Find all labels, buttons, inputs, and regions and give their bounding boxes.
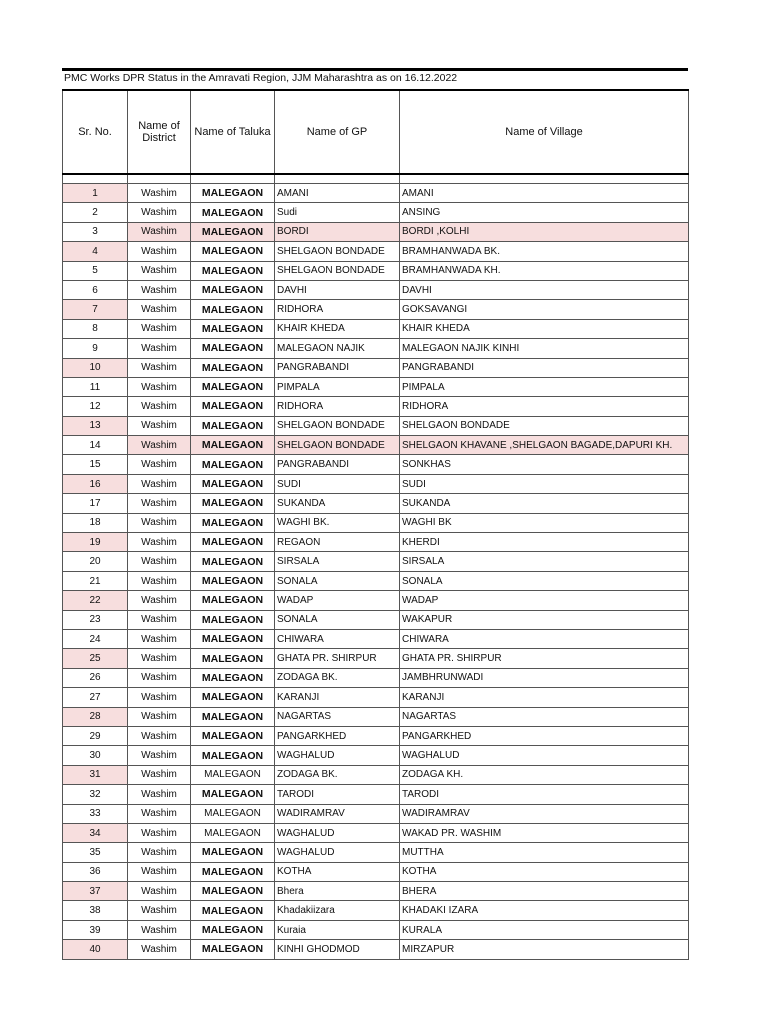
cell-taluka: MALEGAON [191, 843, 275, 862]
table-row [63, 668, 689, 687]
cell-gp: SONALA [275, 571, 400, 590]
cell-sr-no: 23 [63, 610, 128, 629]
cell-district: Washim [128, 455, 191, 474]
cell-district: Washim [128, 823, 191, 842]
cell-district: Washim [128, 571, 191, 590]
cell-sr-no: 5 [63, 261, 128, 280]
cell-gp: SIRSALA [275, 552, 400, 571]
cell-taluka: MALEGAON [191, 707, 275, 726]
document-page [62, 68, 688, 960]
cell-gp: PANGARKHED [275, 726, 400, 745]
cell-district: Washim [128, 726, 191, 745]
cell-sr-no: 25 [63, 649, 128, 668]
cell-sr-no: 26 [63, 668, 128, 687]
table-row [63, 339, 689, 358]
cell-district: Washim [128, 785, 191, 804]
cell-taluka: MALEGAON [191, 940, 275, 959]
table-row [63, 184, 689, 203]
table-row [63, 377, 689, 396]
table-row [63, 222, 689, 241]
cell-gp: WADIRAMRAV [275, 804, 400, 823]
table-row [63, 513, 689, 532]
cell-sr-no: 4 [63, 242, 128, 261]
dpr-status-table [62, 89, 689, 960]
cell-district: Washim [128, 300, 191, 319]
table-row [63, 862, 689, 881]
column-header-district-label: Name of District [138, 120, 180, 144]
cell-taluka: MALEGAON [191, 785, 275, 804]
table-body [63, 174, 689, 959]
cell-village: NAGARTAS [400, 707, 689, 726]
table-row [63, 940, 689, 959]
cell-gp: NAGARTAS [275, 707, 400, 726]
cell-gp: WAGHALUD [275, 746, 400, 765]
cell-taluka: MALEGAON [191, 184, 275, 203]
cell-sr-no: 10 [63, 358, 128, 377]
cell-taluka: MALEGAON [191, 823, 275, 842]
cell-taluka: MALEGAON [191, 416, 275, 435]
cell-taluka: MALEGAON [191, 668, 275, 687]
cell-taluka: MALEGAON [191, 358, 275, 377]
cell-taluka: MALEGAON [191, 436, 275, 455]
cell-village: CHIWARA [400, 629, 689, 648]
cell-district: Washim [128, 688, 191, 707]
table-row [63, 629, 689, 648]
cell-district: Washim [128, 339, 191, 358]
cell-gp: BORDI [275, 222, 400, 241]
cell-sr-no: 13 [63, 416, 128, 435]
cell-village: JAMBHRUNWADI [400, 668, 689, 687]
cell-village: AMANI [400, 184, 689, 203]
cell-gp: WAGHALUD [275, 843, 400, 862]
cell-village: KHERDI [400, 533, 689, 552]
column-header-taluka: Name of Taluka [191, 90, 275, 174]
cell-district: Washim [128, 862, 191, 881]
cell-gp: KHAIR KHEDA [275, 319, 400, 338]
cell-gp: PIMPALA [275, 377, 400, 396]
cell-gp: PANGRABANDI [275, 358, 400, 377]
cell-sr-no: 24 [63, 629, 128, 648]
cell-taluka: MALEGAON [191, 610, 275, 629]
cell-village: BHERA [400, 882, 689, 901]
cell-village: WAGHALUD [400, 746, 689, 765]
cell-district: Washim [128, 746, 191, 765]
cell-gp: KARANJI [275, 688, 400, 707]
cell-village: KARANJI [400, 688, 689, 707]
cell-gp: WAGHI BK. [275, 513, 400, 532]
table-row [63, 319, 689, 338]
table-row [63, 436, 689, 455]
cell-taluka: MALEGAON [191, 804, 275, 823]
table-row [63, 920, 689, 939]
table-row [63, 746, 689, 765]
cell-village: SONKHAS [400, 455, 689, 474]
table-row [63, 649, 689, 668]
table-row [63, 280, 689, 299]
cell-taluka: MALEGAON [191, 377, 275, 396]
cell-village: WAKAPUR [400, 610, 689, 629]
cell-taluka: MALEGAON [191, 552, 275, 571]
cell-sr-no: 30 [63, 746, 128, 765]
cell-district: Washim [128, 765, 191, 784]
table-row [63, 901, 689, 920]
cell-sr-no: 17 [63, 494, 128, 513]
table-row [63, 533, 689, 552]
cell-taluka: MALEGAON [191, 746, 275, 765]
cell-taluka: MALEGAON [191, 726, 275, 745]
cell-village: SUKANDA [400, 494, 689, 513]
table-row [63, 494, 689, 513]
table-row [63, 242, 689, 261]
cell-village: KHAIR KHEDA [400, 319, 689, 338]
cell-village: SUDI [400, 474, 689, 493]
table-row [63, 765, 689, 784]
cell-taluka: MALEGAON [191, 242, 275, 261]
table-row [63, 726, 689, 745]
cell-district: Washim [128, 707, 191, 726]
table-row [63, 552, 689, 571]
cell-district: Washim [128, 843, 191, 862]
cell-district: Washim [128, 513, 191, 532]
cell-gp: DAVHI [275, 280, 400, 299]
cell-gp: WADAP [275, 591, 400, 610]
cell-district: Washim [128, 261, 191, 280]
cell-gp: SHELGAON BONDADE [275, 436, 400, 455]
cell-district: Washim [128, 629, 191, 648]
table-row [63, 804, 689, 823]
column-header-district [128, 90, 191, 174]
cell-district: Washim [128, 940, 191, 959]
spacer-row [63, 174, 689, 184]
cell-sr-no: 34 [63, 823, 128, 842]
cell-district: Washim [128, 242, 191, 261]
cell-sr-no: 38 [63, 901, 128, 920]
cell-taluka: MALEGAON [191, 862, 275, 881]
cell-sr-no: 33 [63, 804, 128, 823]
cell-district: Washim [128, 436, 191, 455]
cell-taluka: MALEGAON [191, 261, 275, 280]
cell-district: Washim [128, 649, 191, 668]
table-row [63, 300, 689, 319]
table-row [63, 397, 689, 416]
cell-sr-no: 29 [63, 726, 128, 745]
cell-sr-no: 12 [63, 397, 128, 416]
cell-sr-no: 22 [63, 591, 128, 610]
cell-gp: TARODI [275, 785, 400, 804]
cell-village: PANGARKHED [400, 726, 689, 745]
cell-district: Washim [128, 377, 191, 396]
cell-village: SHELGAON KHAVANE ,SHELGAON BAGADE,DAPURI KH. [400, 436, 689, 455]
cell-district: Washim [128, 552, 191, 571]
cell-village: GHATA PR. SHIRPUR [400, 649, 689, 668]
cell-village: TARODI [400, 785, 689, 804]
cell-taluka: MALEGAON [191, 300, 275, 319]
cell-gp: AMANI [275, 184, 400, 203]
cell-district: Washim [128, 494, 191, 513]
cell-gp: KOTHA [275, 862, 400, 881]
cell-village: SHELGAON BONDADE [400, 416, 689, 435]
cell-sr-no: 35 [63, 843, 128, 862]
table-row [63, 571, 689, 590]
cell-district: Washim [128, 474, 191, 493]
cell-gp: SUKANDA [275, 494, 400, 513]
cell-gp: SUDI [275, 474, 400, 493]
cell-sr-no: 18 [63, 513, 128, 532]
cell-gp: RIDHORA [275, 300, 400, 319]
cell-sr-no: 32 [63, 785, 128, 804]
cell-sr-no: 19 [63, 533, 128, 552]
cell-taluka: MALEGAON [191, 339, 275, 358]
table-row [63, 882, 689, 901]
cell-sr-no: 11 [63, 377, 128, 396]
table-row [63, 455, 689, 474]
cell-taluka: MALEGAON [191, 280, 275, 299]
cell-taluka: MALEGAON [191, 319, 275, 338]
cell-taluka: MALEGAON [191, 688, 275, 707]
cell-sr-no: 8 [63, 319, 128, 338]
cell-gp: Sudi [275, 203, 400, 222]
cell-district: Washim [128, 397, 191, 416]
cell-district: Washim [128, 882, 191, 901]
cell-village: KHADAKI IZARA [400, 901, 689, 920]
cell-village: WADAP [400, 591, 689, 610]
cell-district: Washim [128, 222, 191, 241]
cell-sr-no: 9 [63, 339, 128, 358]
cell-district: Washim [128, 203, 191, 222]
cell-village: KOTHA [400, 862, 689, 881]
table-row [63, 261, 689, 280]
cell-sr-no: 37 [63, 882, 128, 901]
cell-taluka: MALEGAON [191, 513, 275, 532]
cell-village: BRAMHANWADA BK. [400, 242, 689, 261]
cell-gp: SHELGAON BONDADE [275, 242, 400, 261]
table-row [63, 474, 689, 493]
cell-district: Washim [128, 358, 191, 377]
cell-district: Washim [128, 184, 191, 203]
cell-gp: ZODAGA BK. [275, 668, 400, 687]
cell-sr-no: 28 [63, 707, 128, 726]
cell-village: WADIRAMRAV [400, 804, 689, 823]
cell-taluka: MALEGAON [191, 882, 275, 901]
cell-sr-no: 31 [63, 765, 128, 784]
cell-sr-no: 16 [63, 474, 128, 493]
cell-sr-no: 20 [63, 552, 128, 571]
cell-gp: Kuraia [275, 920, 400, 939]
cell-gp: GHATA PR. SHIRPUR [275, 649, 400, 668]
cell-gp: SHELGAON BONDADE [275, 261, 400, 280]
cell-gp: REGAON [275, 533, 400, 552]
column-header-sr-no: Sr. No. [63, 90, 128, 174]
cell-village: SONALA [400, 571, 689, 590]
cell-sr-no: 36 [63, 862, 128, 881]
cell-district: Washim [128, 280, 191, 299]
table-header-row [63, 90, 689, 174]
cell-district: Washim [128, 610, 191, 629]
cell-sr-no: 39 [63, 920, 128, 939]
cell-gp: Khadakiizara [275, 901, 400, 920]
document-title: PMC Works DPR Status in the Amravati Region, JJM Maharashtra as on 16.12.2022 [62, 68, 688, 89]
cell-district: Washim [128, 901, 191, 920]
cell-taluka: MALEGAON [191, 765, 275, 784]
cell-sr-no: 2 [63, 203, 128, 222]
cell-taluka: MALEGAON [191, 397, 275, 416]
cell-taluka: MALEGAON [191, 571, 275, 590]
cell-village: KURALA [400, 920, 689, 939]
cell-gp: WAGHALUD [275, 823, 400, 842]
cell-gp: Bhera [275, 882, 400, 901]
cell-village: PIMPALA [400, 377, 689, 396]
cell-village: MUTTHA [400, 843, 689, 862]
cell-gp: KINHI GHODMOD [275, 940, 400, 959]
cell-sr-no: 3 [63, 222, 128, 241]
table-row [63, 203, 689, 222]
table-row [63, 843, 689, 862]
cell-sr-no: 7 [63, 300, 128, 319]
cell-taluka: MALEGAON [191, 591, 275, 610]
cell-gp: MALEGAON NAJIK [275, 339, 400, 358]
cell-gp: PANGRABANDI [275, 455, 400, 474]
cell-sr-no: 15 [63, 455, 128, 474]
cell-district: Washim [128, 920, 191, 939]
table-row [63, 591, 689, 610]
cell-village: BRAMHANWADA KH. [400, 261, 689, 280]
cell-gp: SHELGAON BONDADE [275, 416, 400, 435]
cell-village: WAGHI BK [400, 513, 689, 532]
cell-sr-no: 1 [63, 184, 128, 203]
cell-taluka: MALEGAON [191, 920, 275, 939]
cell-taluka: MALEGAON [191, 474, 275, 493]
cell-sr-no: 14 [63, 436, 128, 455]
cell-taluka: MALEGAON [191, 901, 275, 920]
table-row [63, 707, 689, 726]
cell-sr-no: 6 [63, 280, 128, 299]
cell-taluka: MALEGAON [191, 455, 275, 474]
cell-village: WAKAD PR. WASHIM [400, 823, 689, 842]
column-header-village: Name of Village [400, 90, 689, 174]
cell-village: DAVHI [400, 280, 689, 299]
cell-district: Washim [128, 591, 191, 610]
cell-gp: ZODAGA BK. [275, 765, 400, 784]
cell-taluka: MALEGAON [191, 222, 275, 241]
cell-village: MALEGAON NAJIK KINHI [400, 339, 689, 358]
cell-village: GOKSAVANGI [400, 300, 689, 319]
cell-village: PANGRABANDI [400, 358, 689, 377]
cell-taluka: MALEGAON [191, 203, 275, 222]
cell-taluka: MALEGAON [191, 649, 275, 668]
table-row [63, 358, 689, 377]
cell-village: ANSING [400, 203, 689, 222]
table-row [63, 610, 689, 629]
table-row [63, 416, 689, 435]
column-header-gp: Name of GP [275, 90, 400, 174]
cell-sr-no: 21 [63, 571, 128, 590]
cell-district: Washim [128, 804, 191, 823]
cell-village: RIDHORA [400, 397, 689, 416]
cell-village: MIRZAPUR [400, 940, 689, 959]
table-row [63, 823, 689, 842]
cell-district: Washim [128, 668, 191, 687]
cell-village: SIRSALA [400, 552, 689, 571]
table-row [63, 688, 689, 707]
cell-sr-no: 27 [63, 688, 128, 707]
cell-village: ZODAGA KH. [400, 765, 689, 784]
cell-district: Washim [128, 533, 191, 552]
cell-village: BORDI ,KOLHI [400, 222, 689, 241]
cell-sr-no: 40 [63, 940, 128, 959]
cell-gp: SONALA [275, 610, 400, 629]
cell-gp: RIDHORA [275, 397, 400, 416]
cell-district: Washim [128, 416, 191, 435]
cell-taluka: MALEGAON [191, 494, 275, 513]
table-row [63, 785, 689, 804]
cell-district: Washim [128, 319, 191, 338]
cell-taluka: MALEGAON [191, 629, 275, 648]
cell-taluka: MALEGAON [191, 533, 275, 552]
cell-gp: CHIWARA [275, 629, 400, 648]
